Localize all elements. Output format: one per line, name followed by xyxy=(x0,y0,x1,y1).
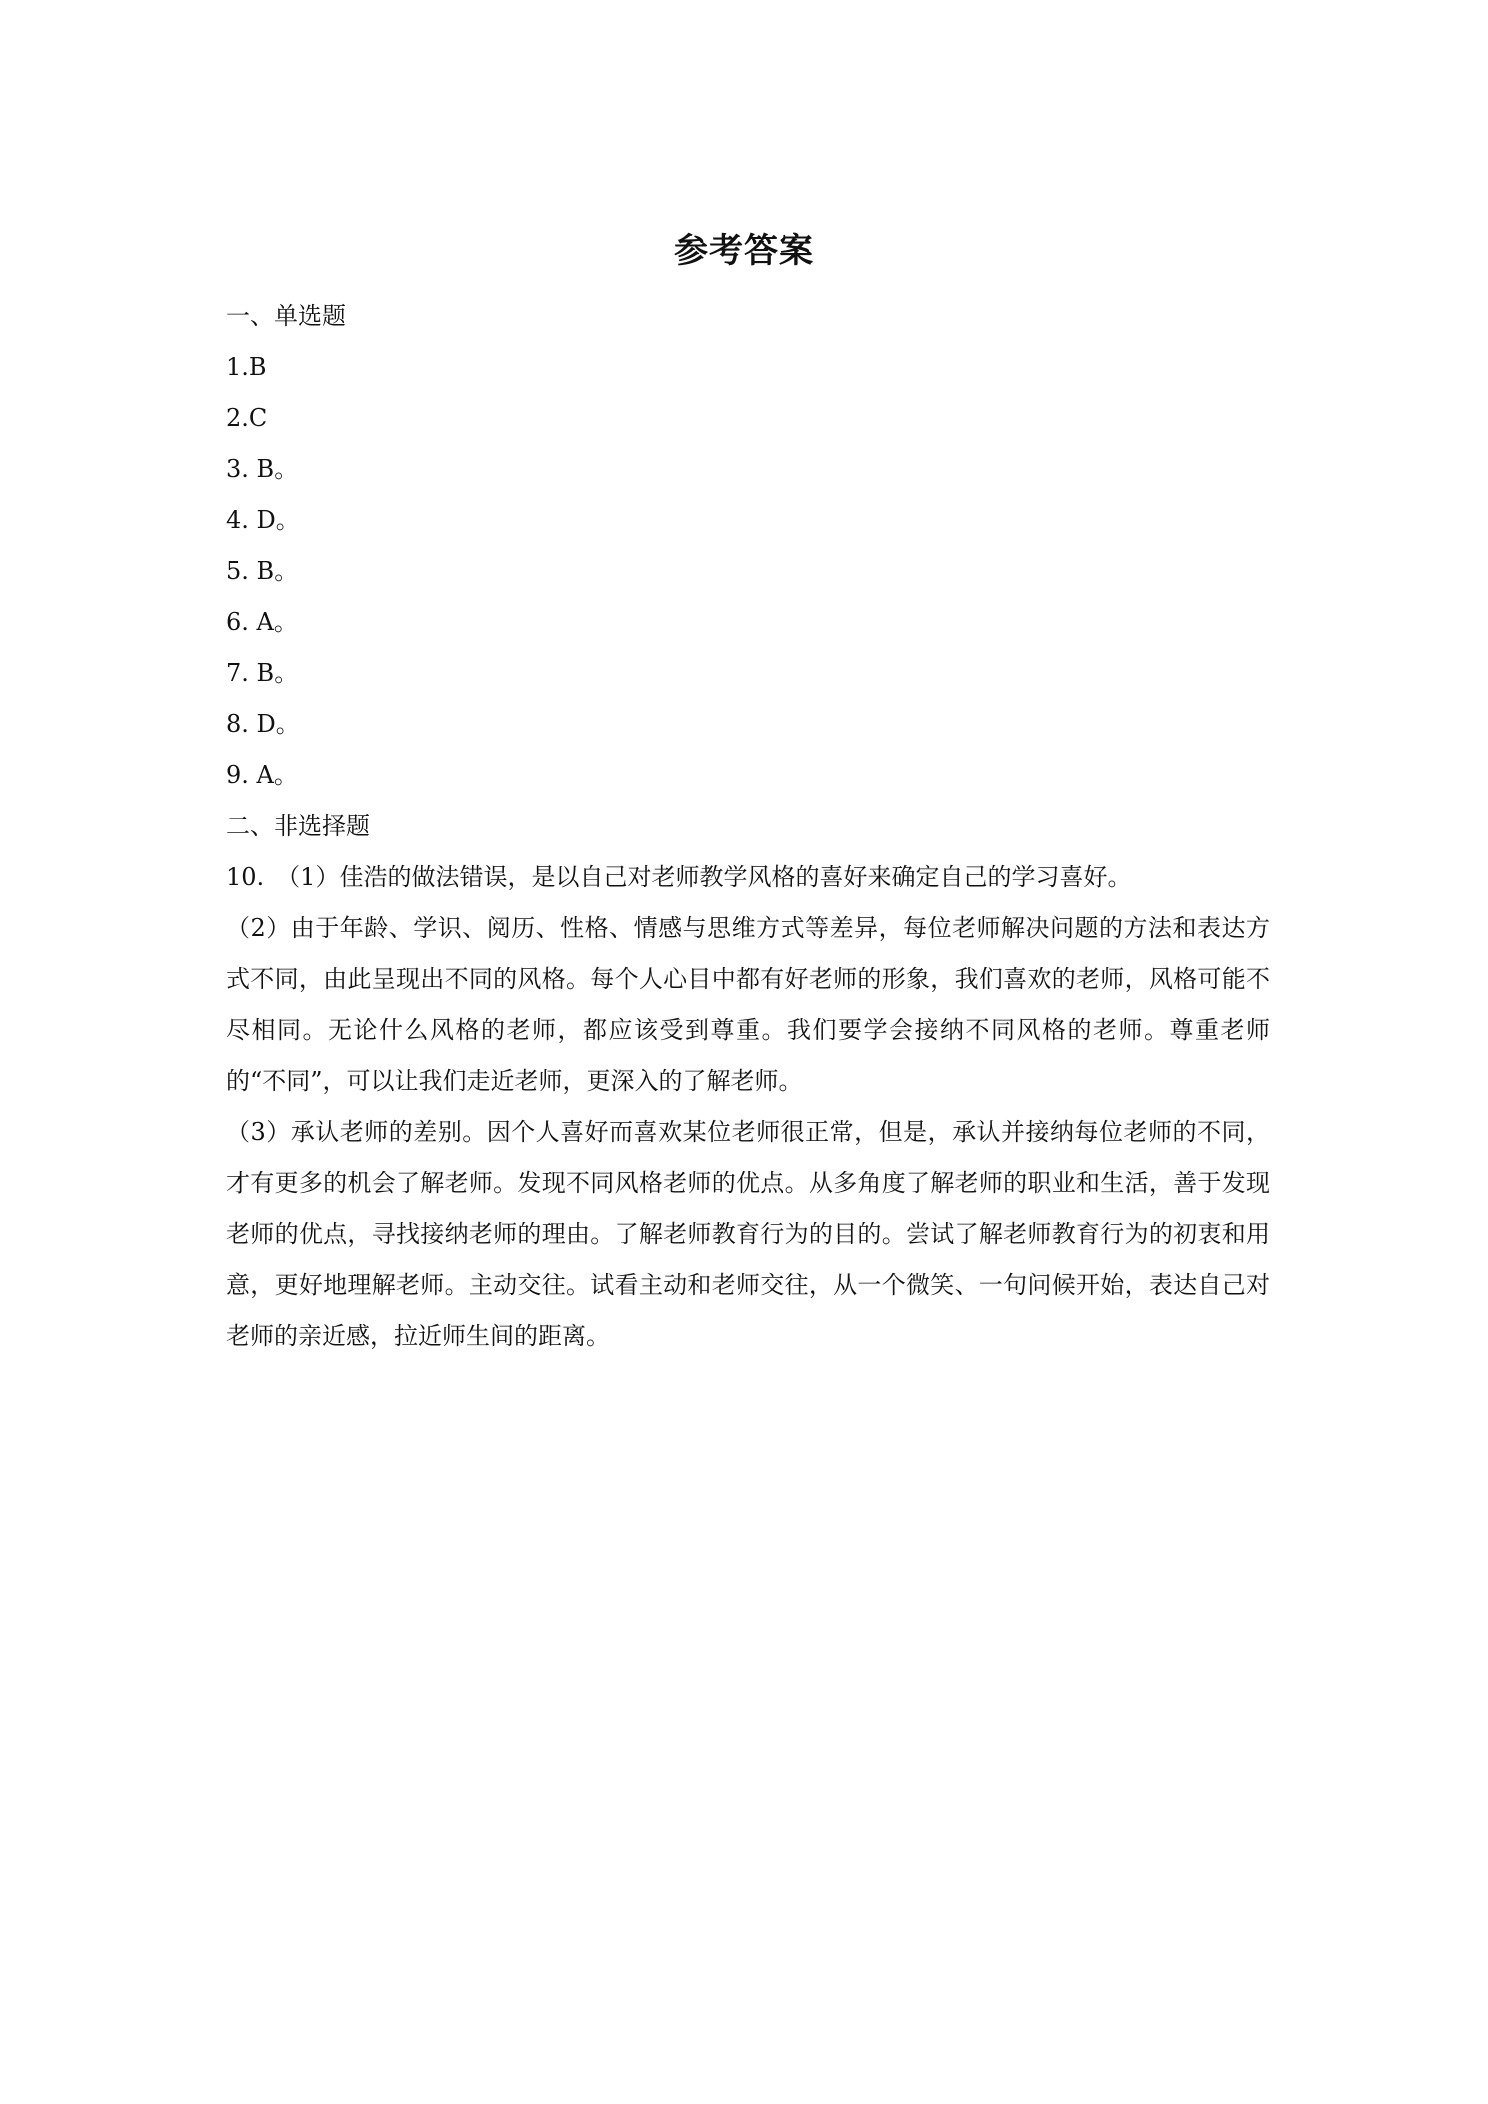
answer-letter: A xyxy=(256,608,274,636)
number-dot: . xyxy=(241,557,257,585)
number-dot: . xyxy=(241,761,257,789)
number-dot: . xyxy=(241,353,249,381)
answer-letter: B xyxy=(256,557,275,585)
answer-suffix: 。 xyxy=(273,608,298,636)
answer-item-8 xyxy=(226,699,1270,750)
question-number: 9 xyxy=(226,761,242,789)
question-number: 5 xyxy=(226,557,242,585)
essay-part-1-text: （1）佳浩的做法错误，是以自己对老师教学风格的喜好来确定自己的学习喜好。 xyxy=(276,863,1132,891)
answer-suffix: 。 xyxy=(274,455,299,483)
answer-item-7 xyxy=(226,648,1270,699)
essay-part-2: （2）由于年龄、学识、阅历、性格、情感与思维方式等差异，每位老师解决问题的方法和表达方式不同，由此呈现出不同的风格。每个人心目中都有好老师的形象，我们喜欢的老师，风格可能不尽相同。无论什么风格的老师，都应该受到尊重。我们要学会接纳不同风格的老师。尊重老师的“不同”，可以让我们走近老师，更深入的了解老师。 xyxy=(226,914,1270,1095)
section-heading-single-choice: 一、单选题 xyxy=(226,302,346,330)
number-dot: . xyxy=(241,455,257,483)
question-number: 6 xyxy=(226,608,242,636)
question-number: 1 xyxy=(226,353,242,381)
answer-item-2 xyxy=(226,393,1270,444)
answer-suffix: 。 xyxy=(275,710,300,738)
question-number: 2 xyxy=(226,404,242,432)
answer-item-9 xyxy=(226,750,1270,801)
answer-suffix: 。 xyxy=(273,761,298,789)
answer-letter: D xyxy=(256,506,276,534)
answer-letter: B xyxy=(256,659,275,687)
number-dot: . xyxy=(241,608,257,636)
answer-letter: C xyxy=(248,404,268,432)
answer-letter: B xyxy=(248,353,267,381)
question-number: 7 xyxy=(226,659,242,687)
answer-item-6 xyxy=(226,597,1270,648)
question-number: 3 xyxy=(226,455,242,483)
answer-item-1 xyxy=(226,342,1270,393)
question-number: 4 xyxy=(226,506,242,534)
answer-item-5 xyxy=(226,546,1270,597)
essay-part-3: （3）承认老师的差别。因个人喜好而喜欢某位老师很正常，但是，承认并接纳每位老师的不同，才有更多的机会了解老师。发现不同风格老师的优点。从多角度了解老师的职业和生活，善于发现老师的优点，寻找接纳老师的理由。了解老师教育行为的目的。尝试了解老师教育行为的初衷和用意，更好地理解老师。主动交往。试看主动和老师交往，从一个微笑、一句问候开始，表达自己对老师的亲近感，拉近师生间的距离。 xyxy=(226,1118,1270,1350)
number-dot: . xyxy=(241,659,257,687)
essay-part-1 xyxy=(226,852,1270,903)
answer-letter: B xyxy=(256,455,275,483)
answer-letter: D xyxy=(256,710,276,738)
answer-letter: A xyxy=(256,761,274,789)
answer-item-3 xyxy=(226,444,1270,495)
number-dot: . xyxy=(241,506,257,534)
answer-content xyxy=(226,291,1270,1362)
question-number: 10. xyxy=(226,863,265,891)
section-heading-non-choice: 二、非选择题 xyxy=(226,812,370,840)
answer-suffix: 。 xyxy=(274,659,299,687)
number-dot: . xyxy=(241,404,249,432)
number-dot: . xyxy=(241,710,257,738)
page-title: 参考答案 xyxy=(674,231,814,271)
answer-item-4 xyxy=(226,495,1270,546)
answer-suffix: 。 xyxy=(275,506,300,534)
answer-suffix: 。 xyxy=(274,557,299,585)
question-number: 8 xyxy=(226,710,242,738)
